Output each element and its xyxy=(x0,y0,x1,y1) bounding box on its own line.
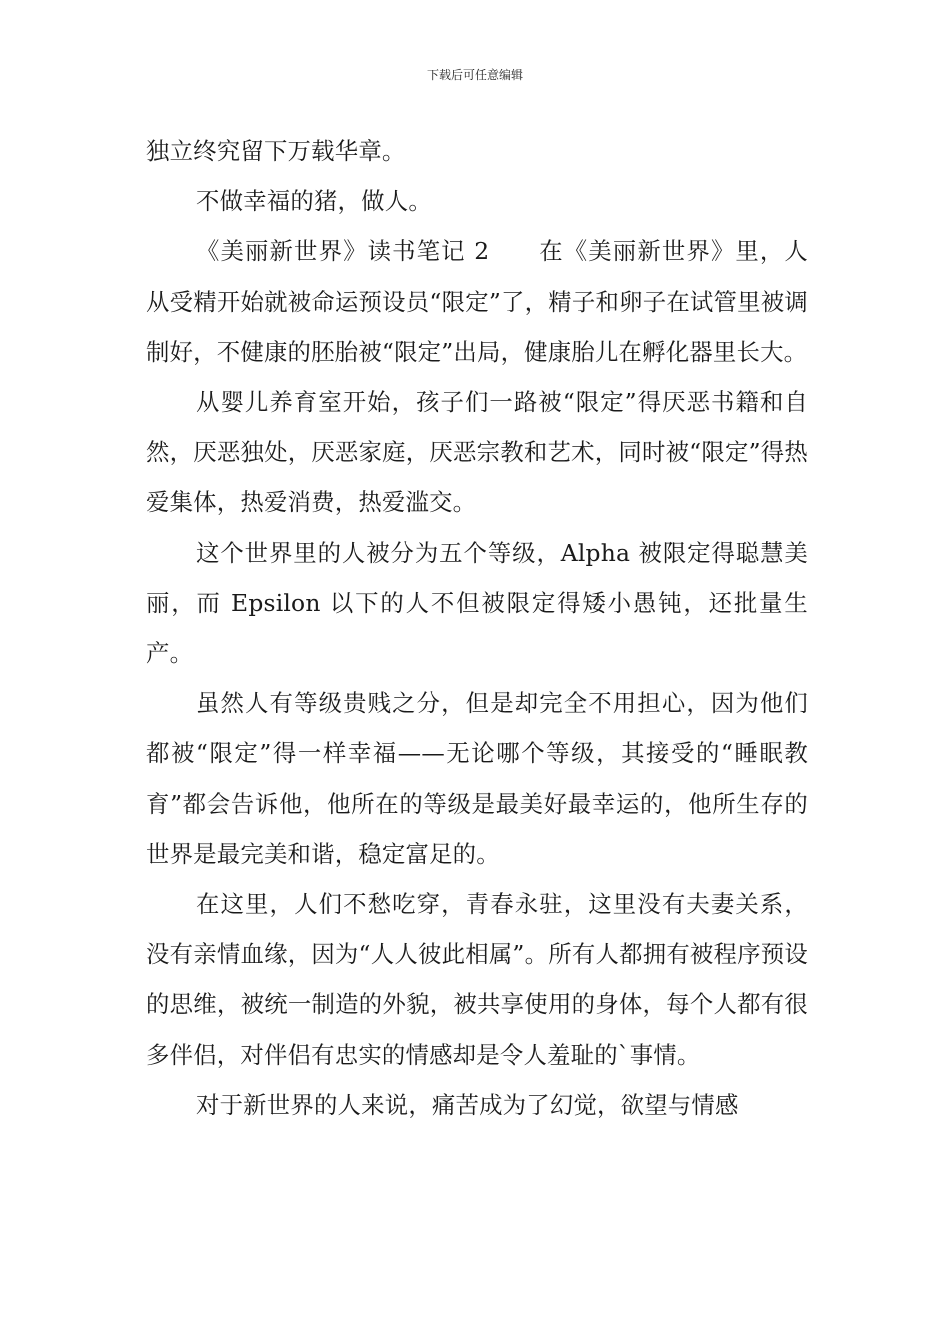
paragraph-3: 《美丽新世界》读书笔记 2 在《美丽新世界》里，人从受精开始就被命运预设员“限定”了，精子和卵子在试管里被调制好，不健康的胚胎被“限定”出局，健康胎儿在孵化器里长大。 xyxy=(146,237,808,366)
body-text xyxy=(146,126,808,1130)
paragraph-7: 在这里，人们不愁吃穿，青春永驻，这里没有夫妻关系，没有亲情血缘，因为“人人彼此相属”。所有人都拥有被程序预设的思维，被统一制造的外貌，被共享使用的身体，每个人都有很多伴侣，对伴侣有忠实的情感却是令人羞耻的`事情。 xyxy=(146,890,808,1069)
page-header: 下载后可任意编辑 xyxy=(426,68,523,82)
paragraph-8: 对于新世界的人来说，痛苦成为了幻觉，欲望与情感 xyxy=(196,1090,739,1119)
paragraph-6: 虽然人有等级贵贱之分，但是却完全不用担心，因为他们都被“限定”得一样幸福——无论哪个等级，其接受的“睡眠教育”都会告诉他，他所在的等级是最美好最幸运的，他所生存的世界是最完美和谐，稳定富足的。 xyxy=(146,689,808,868)
paragraph-4: 从婴儿养育室开始，孩子们一路被“限定”得厌恶书籍和自然，厌恶独处，厌恶家庭，厌恶宗教和艺术，同时被“限定”得热爱集体，热爱消费，热爱滥交。 xyxy=(146,388,808,517)
paragraph-1: 独立终究留下万载华章。 xyxy=(146,137,406,165)
paragraph-5: 这个世界里的人被分为五个等级，Alpha 被限定得聪慧美丽，而 Epsilon 以下的人不但被限定得矮小愚钝，还批量生产。 xyxy=(146,538,808,668)
paragraph-2: 不做幸福的猪，做人。 xyxy=(196,187,432,216)
